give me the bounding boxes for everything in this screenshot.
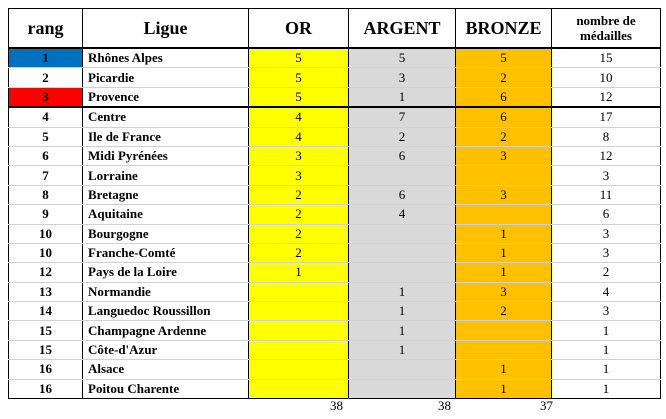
total-cell: 3 [552,166,661,185]
or-cell: 3 [249,146,349,165]
table-row [9,107,661,127]
header-ligue: Ligue [83,9,249,49]
bronze-cell: 6 [456,87,552,107]
table-row [9,87,661,107]
table-row [9,146,661,165]
header-bronze: BRONZE [456,9,552,49]
ligue-cell: Rhônes Alpes [83,48,249,68]
bronze-cell: 3 [456,146,552,165]
rang-cell: 10 [9,243,83,262]
or-cell: 2 [249,185,349,204]
argent-cell: 1 [349,321,456,340]
total-cell: 1 [552,321,661,340]
total-cell: 11 [552,185,661,204]
table-row [9,282,661,301]
rang-cell: 14 [9,302,83,321]
argent-cell [349,360,456,379]
total-or: 38 [330,398,343,413]
bronze-cell: 2 [456,302,552,321]
or-cell: 2 [249,205,349,224]
or-cell: 4 [249,107,349,127]
bronze-cell [456,321,552,340]
medal-table [8,8,661,399]
bronze-cell: 3 [456,185,552,204]
rang-cell: 10 [9,224,83,243]
or-cell [249,340,349,359]
bronze-cell: 2 [456,127,552,146]
or-cell: 2 [249,243,349,262]
bronze-cell: 6 [456,107,552,127]
rang-cell: 3 [9,87,83,107]
rang-cell: 15 [9,321,83,340]
or-cell: 2 [249,224,349,243]
ligue-cell: Normandie [83,282,249,301]
ligue-cell: Ile de France [83,127,249,146]
rang-cell: 16 [9,360,83,379]
bronze-cell: 1 [456,224,552,243]
rang-cell: 15 [9,340,83,359]
total-cell: 17 [552,107,661,127]
ligue-cell: Languedoc Roussillon [83,302,249,321]
total-cell: 15 [552,48,661,68]
argent-cell: 6 [349,185,456,204]
header-row [9,9,661,49]
or-cell: 4 [249,127,349,146]
ligue-cell: Bretagne [83,185,249,204]
argent-cell: 2 [349,127,456,146]
table-row [9,340,661,359]
table-row [9,224,661,243]
argent-cell [349,243,456,262]
argent-cell: 1 [349,87,456,107]
total-cell: 12 [552,87,661,107]
bronze-cell: 1 [456,379,552,398]
ligue-cell: Côte-d'Azur [83,340,249,359]
or-cell: 5 [249,68,349,87]
total-cell: 4 [552,282,661,301]
rang-cell: 4 [9,107,83,127]
total-cell: 3 [552,243,661,262]
ligue-cell: Bourgogne [83,224,249,243]
total-cell: 1 [552,360,661,379]
rang-cell: 12 [9,263,83,282]
medal-table-sheet [8,8,660,399]
or-cell [249,321,349,340]
bronze-cell: 1 [456,243,552,262]
totals-row [8,396,660,414]
table-row [9,48,661,68]
rang-cell: 2 [9,68,83,87]
table-row [9,263,661,282]
argent-cell: 4 [349,205,456,224]
ligue-cell: Provence [83,87,249,107]
header-argent: ARGENT [349,9,456,49]
argent-cell: 5 [349,48,456,68]
rang-cell: 16 [9,379,83,398]
header-rang: rang [9,9,83,49]
bronze-cell: 1 [456,263,552,282]
header-total: nombre de médailles [552,9,661,49]
ligue-cell: Poitou Charente [83,379,249,398]
bronze-cell: 5 [456,48,552,68]
or-cell: 1 [249,263,349,282]
total-cell: 3 [552,224,661,243]
rang-cell: 7 [9,166,83,185]
ligue-cell: Franche-Comté [83,243,249,262]
bronze-cell [456,166,552,185]
ligue-cell: Picardie [83,68,249,87]
rang-cell: 1 [9,48,83,68]
bronze-cell [456,340,552,359]
total-cell: 10 [552,68,661,87]
table-body [9,48,661,399]
total-bronze: 37 [540,398,553,413]
rang-cell: 8 [9,185,83,204]
table-row [9,127,661,146]
ligue-cell: Pays de la Loire [83,263,249,282]
table-row [9,68,661,87]
or-cell [249,302,349,321]
table-row [9,360,661,379]
ligue-cell: Aquitaine [83,205,249,224]
table-row [9,166,661,185]
table-row [9,185,661,204]
table-row [9,321,661,340]
table-row [9,243,661,262]
rang-cell: 13 [9,282,83,301]
table-row [9,302,661,321]
or-cell: 5 [249,87,349,107]
rang-cell: 9 [9,205,83,224]
total-cell: 6 [552,205,661,224]
total-cell: 2 [552,263,661,282]
ligue-cell: Alsace [83,360,249,379]
argent-cell [349,166,456,185]
or-cell: 5 [249,48,349,68]
argent-cell: 7 [349,107,456,127]
ligue-cell: Midi Pyrénées [83,146,249,165]
or-cell: 3 [249,166,349,185]
argent-cell: 1 [349,302,456,321]
ligue-cell: Lorraine [83,166,249,185]
argent-cell: 6 [349,146,456,165]
rang-cell: 5 [9,127,83,146]
ligue-cell: Champagne Ardenne [83,321,249,340]
rang-cell: 6 [9,146,83,165]
ligue-cell: Centre [83,107,249,127]
total-cell: 1 [552,340,661,359]
or-cell [249,360,349,379]
bronze-cell: 1 [456,360,552,379]
total-cell: 1 [552,379,661,398]
bronze-cell: 2 [456,68,552,87]
bronze-cell: 3 [456,282,552,301]
header-or: OR [249,9,349,49]
total-argent: 38 [438,398,451,413]
argent-cell: 1 [349,340,456,359]
total-cell: 12 [552,146,661,165]
argent-cell: 1 [349,282,456,301]
bronze-cell [456,205,552,224]
argent-cell [349,263,456,282]
total-cell: 8 [552,127,661,146]
table-row [9,205,661,224]
argent-cell: 3 [349,68,456,87]
total-cell: 3 [552,302,661,321]
argent-cell [349,224,456,243]
or-cell [249,282,349,301]
